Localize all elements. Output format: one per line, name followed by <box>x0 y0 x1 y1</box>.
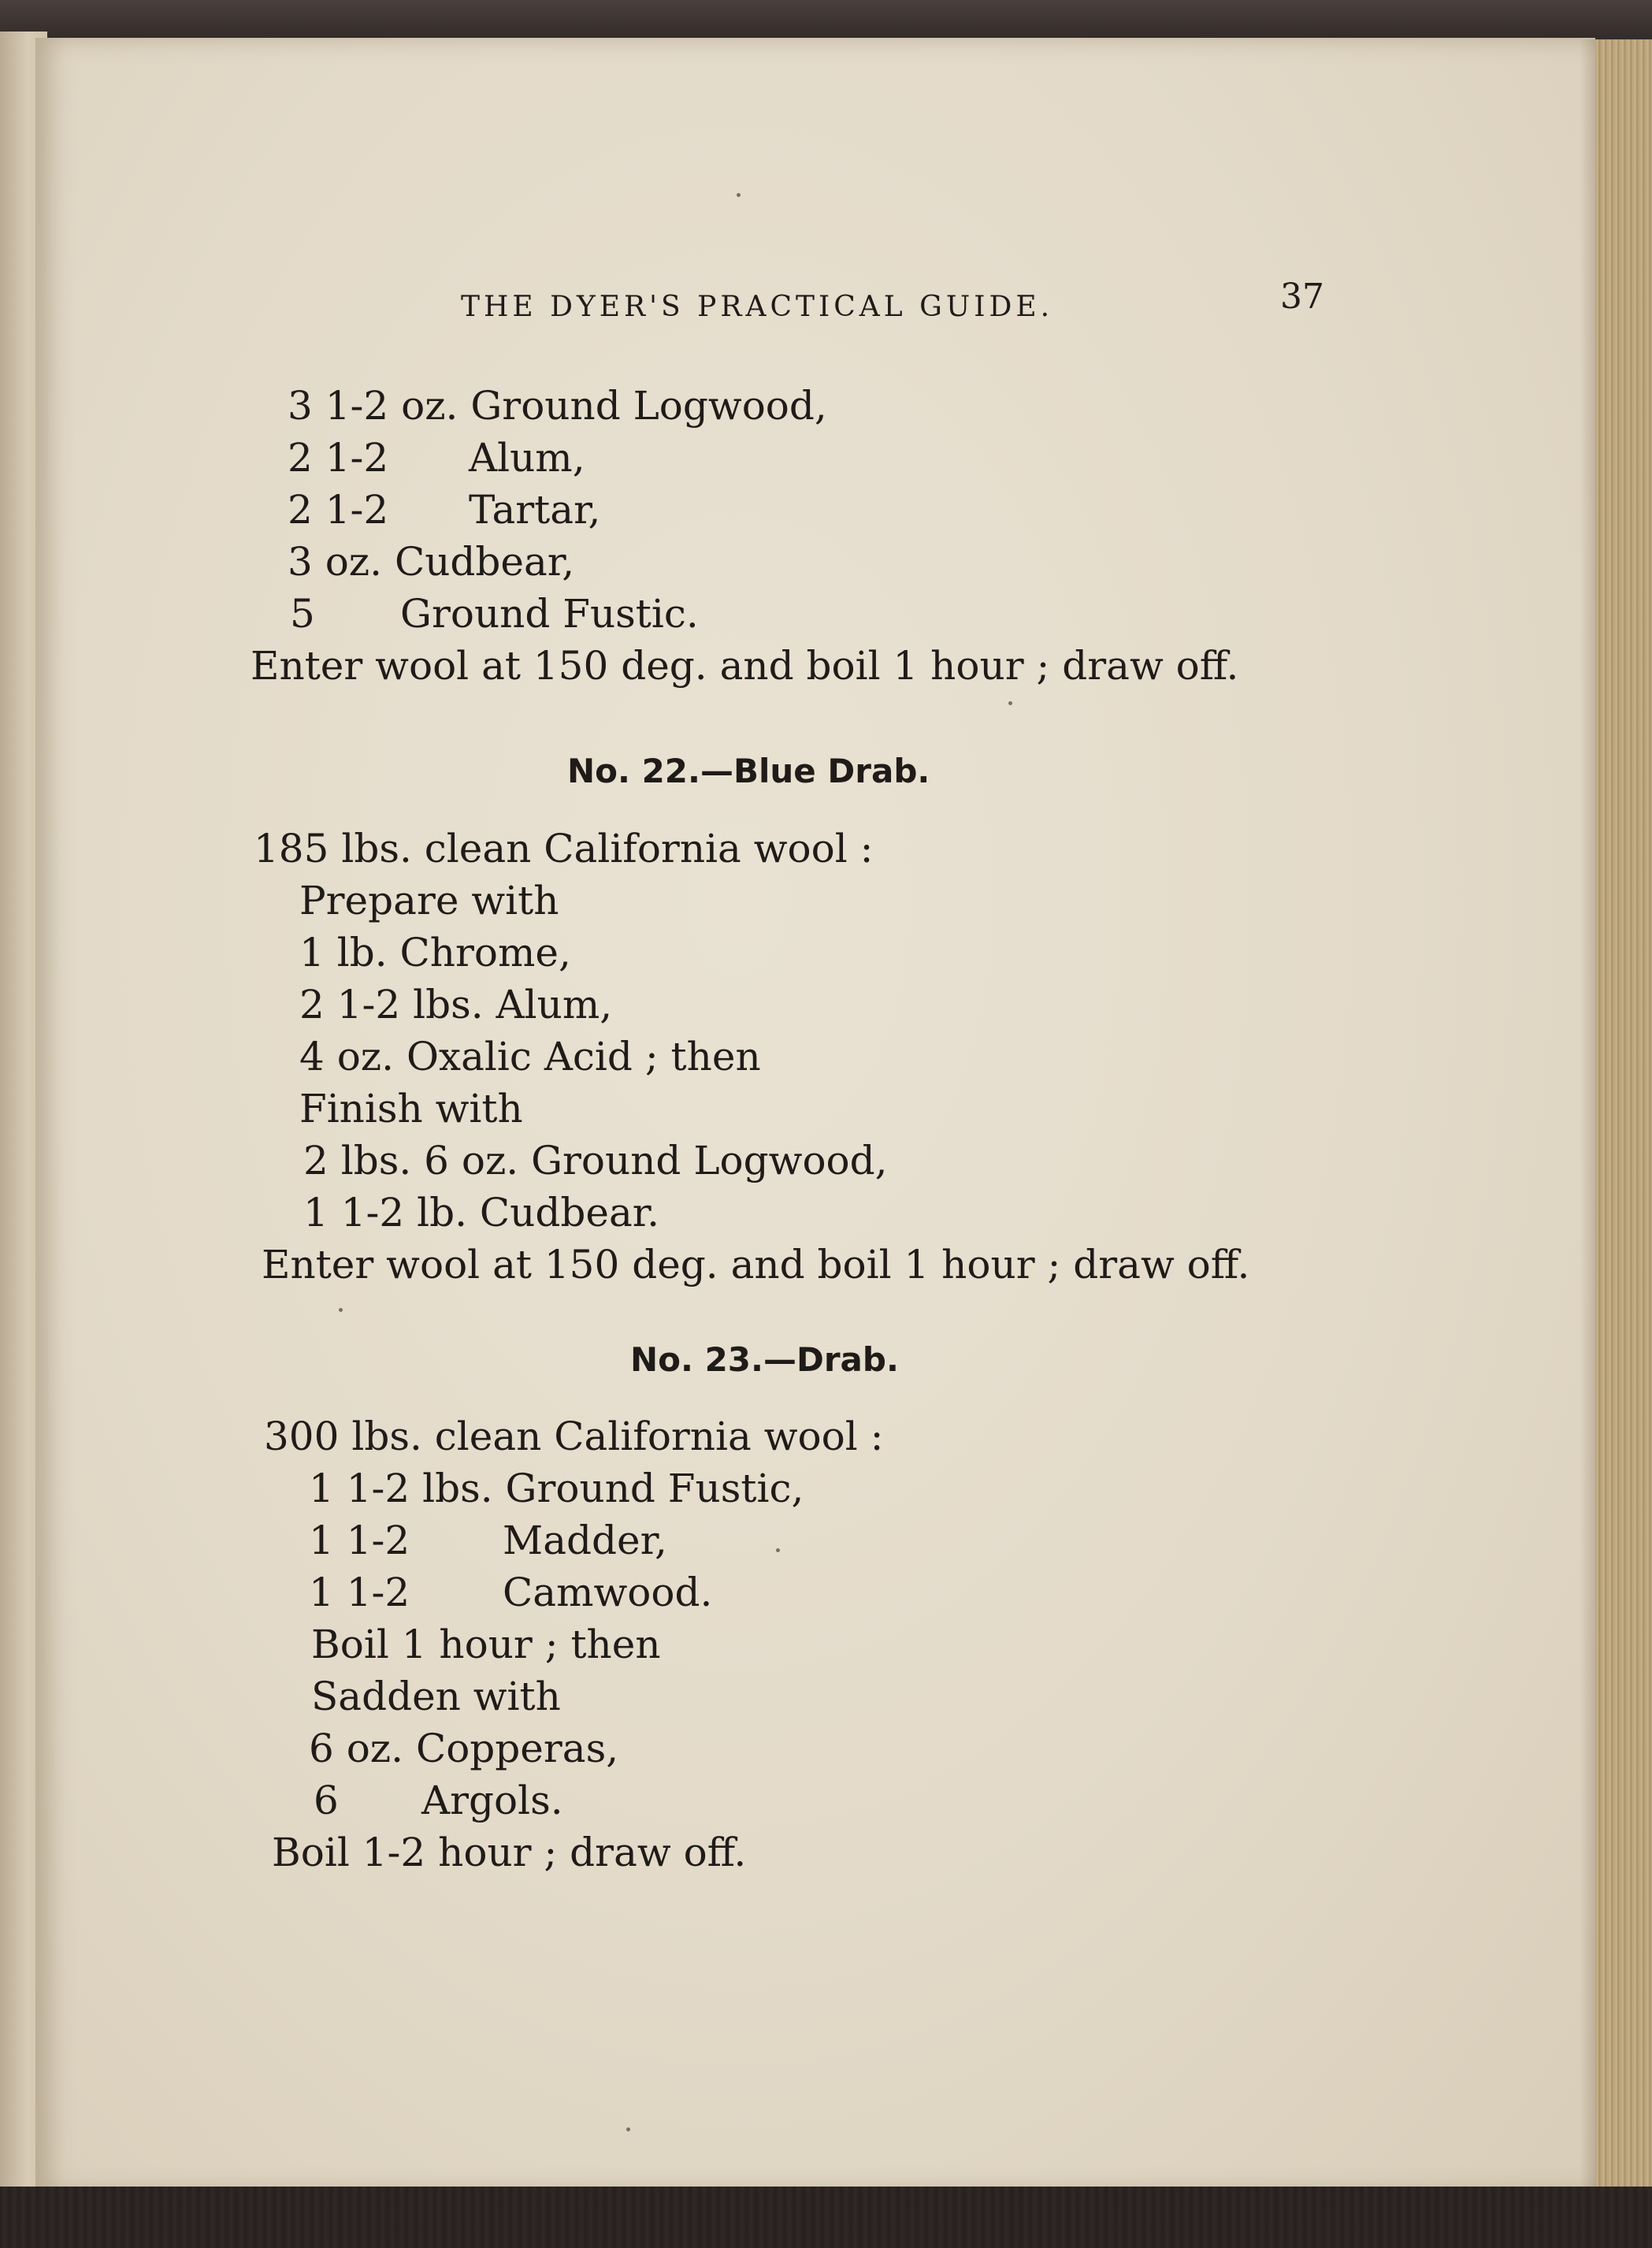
recipe-line: 2 lbs. 6 oz. Ground Logwood, <box>303 1138 888 1183</box>
recipe-instruction: Boil 1-2 hour ; draw off. <box>272 1830 747 1875</box>
recipe-line: 6 oz. Copperas, <box>309 1726 619 1771</box>
recipe-line: 1 1-2 lb. Cudbear. <box>303 1190 660 1235</box>
recipe-line: Argols. <box>421 1778 563 1823</box>
recipe-line: 6 <box>314 1778 339 1823</box>
book-cover-bottom <box>0 2187 1652 2248</box>
paper-speck <box>1008 701 1012 705</box>
recipe-heading: No. 23.—Drab. <box>630 1340 899 1379</box>
paper-speck <box>776 1548 780 1552</box>
recipe-line: 3 1-2 oz. Ground Logwood, <box>288 383 827 429</box>
recipe-line: 4 oz. Oxalic Acid ; then <box>299 1034 761 1079</box>
recipe-line: 3 oz. Cudbear, <box>288 539 575 585</box>
recipe-line: 1 lb. Chrome, <box>299 930 571 975</box>
recipe-heading: No. 22.—Blue Drab. <box>567 752 930 790</box>
recipe-line: 2 1-2 lbs. Alum, <box>299 982 613 1027</box>
recipe-line: 2 1-2 <box>288 435 389 481</box>
recipe-line: Finish with <box>299 1086 523 1131</box>
paper-speck <box>737 193 741 197</box>
book-page <box>35 38 1595 2193</box>
paper-speck <box>339 1308 343 1312</box>
recipe-line: 1 1-2 lbs. Ground Fustic, <box>309 1466 804 1511</box>
page-stack-edge <box>1595 39 1652 2190</box>
recipe-line: Boil 1 hour ; then <box>311 1622 661 1667</box>
paper-speck <box>626 2127 630 2131</box>
recipe-line: Prepare with <box>299 878 559 923</box>
recipe-intro: 185 lbs. clean California wool : <box>254 826 874 871</box>
recipe-intro: 300 lbs. clean California wool : <box>264 1414 884 1459</box>
recipe-line: 2 1-2 <box>288 487 389 533</box>
running-head: THE DYER'S PRACTICAL GUIDE. <box>461 291 1054 323</box>
recipe-line: Camwood. <box>503 1570 713 1615</box>
recipe-line: Alum, <box>469 435 585 481</box>
recipe-line: Sadden with <box>311 1674 561 1719</box>
recipe-line: Ground Fustic. <box>400 591 699 637</box>
recipe-line: 5 <box>290 591 315 637</box>
recipe-line: Madder, <box>503 1518 667 1563</box>
recipe-line: 1 1-2 <box>309 1518 410 1563</box>
recipe-line: 1 1-2 <box>309 1570 410 1615</box>
recipe-line: Tartar, <box>469 487 601 533</box>
recipe-instruction: Enter wool at 150 deg. and boil 1 hour ; draw off. <box>251 643 1239 689</box>
page-number: 37 <box>1280 277 1324 317</box>
recipe-instruction: Enter wool at 150 deg. and boil 1 hour ; draw off. <box>262 1242 1250 1287</box>
